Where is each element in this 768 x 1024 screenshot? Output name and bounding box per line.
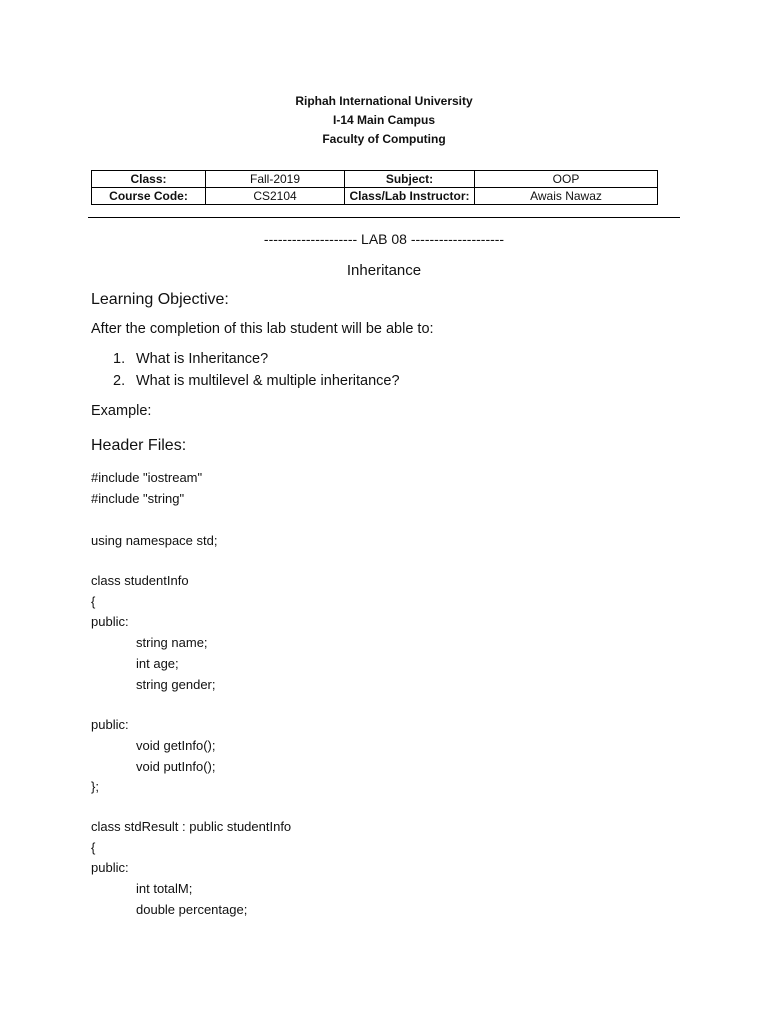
topic-title: Inheritance	[346, 262, 422, 279]
list-text: What is Inheritance?	[136, 351, 269, 367]
code-line: {	[91, 840, 96, 855]
lab-title: -------------------- LAB 08 --------------------	[263, 231, 505, 247]
instructor-value: Awais Nawaz	[475, 188, 658, 205]
code-line: void putInfo();	[136, 759, 216, 774]
code-line: };	[91, 779, 99, 794]
class-label: Class:	[92, 171, 206, 188]
learning-objective-heading: Learning Objective:	[91, 291, 229, 308]
code-line: public:	[91, 717, 129, 732]
example-label: Example:	[91, 403, 152, 419]
code-line: int age;	[136, 656, 179, 671]
faculty-name: Faculty of Computing	[322, 132, 446, 146]
course-code-value: CS2104	[206, 188, 345, 205]
course-code-label: Course Code:	[92, 188, 206, 205]
code-line: public:	[91, 614, 129, 629]
objective-intro: After the completion of this lab student will be able to:	[91, 321, 434, 337]
code-line: class stdResult : public studentInfo	[91, 819, 292, 834]
subject-label: Subject:	[345, 171, 475, 188]
code-line: double percentage;	[136, 902, 248, 917]
instructor-label: Class/Lab Instructor:	[345, 188, 475, 205]
code-line: class studentInfo	[91, 573, 189, 588]
campus-name: I-14 Main Campus	[332, 113, 436, 127]
code-line: void getInfo();	[136, 738, 216, 753]
code-line: int totalM;	[136, 881, 193, 896]
code-line: using namespace std;	[91, 533, 218, 548]
list-item	[113, 373, 400, 389]
list-item	[113, 351, 268, 367]
code-line: string name;	[136, 635, 208, 650]
horizontal-divider	[88, 217, 680, 218]
code-line: #include "iostream"	[91, 470, 203, 485]
class-value: Fall-2019	[206, 171, 345, 188]
list-text: What is multilevel & multiple inheritance?	[136, 373, 400, 389]
code-line: #include "string"	[91, 491, 185, 506]
university-name: Riphah International University	[295, 94, 473, 108]
table-row	[92, 188, 658, 205]
subject-value: OOP	[475, 171, 658, 188]
list-number: 1.	[113, 351, 126, 367]
course-info-table	[91, 170, 658, 205]
list-number: 2.	[113, 373, 126, 389]
header-files-heading: Header Files:	[91, 437, 187, 454]
code-line: {	[91, 594, 96, 609]
code-line: string gender;	[136, 677, 216, 692]
table-row	[92, 171, 658, 188]
code-line: public:	[91, 860, 129, 875]
